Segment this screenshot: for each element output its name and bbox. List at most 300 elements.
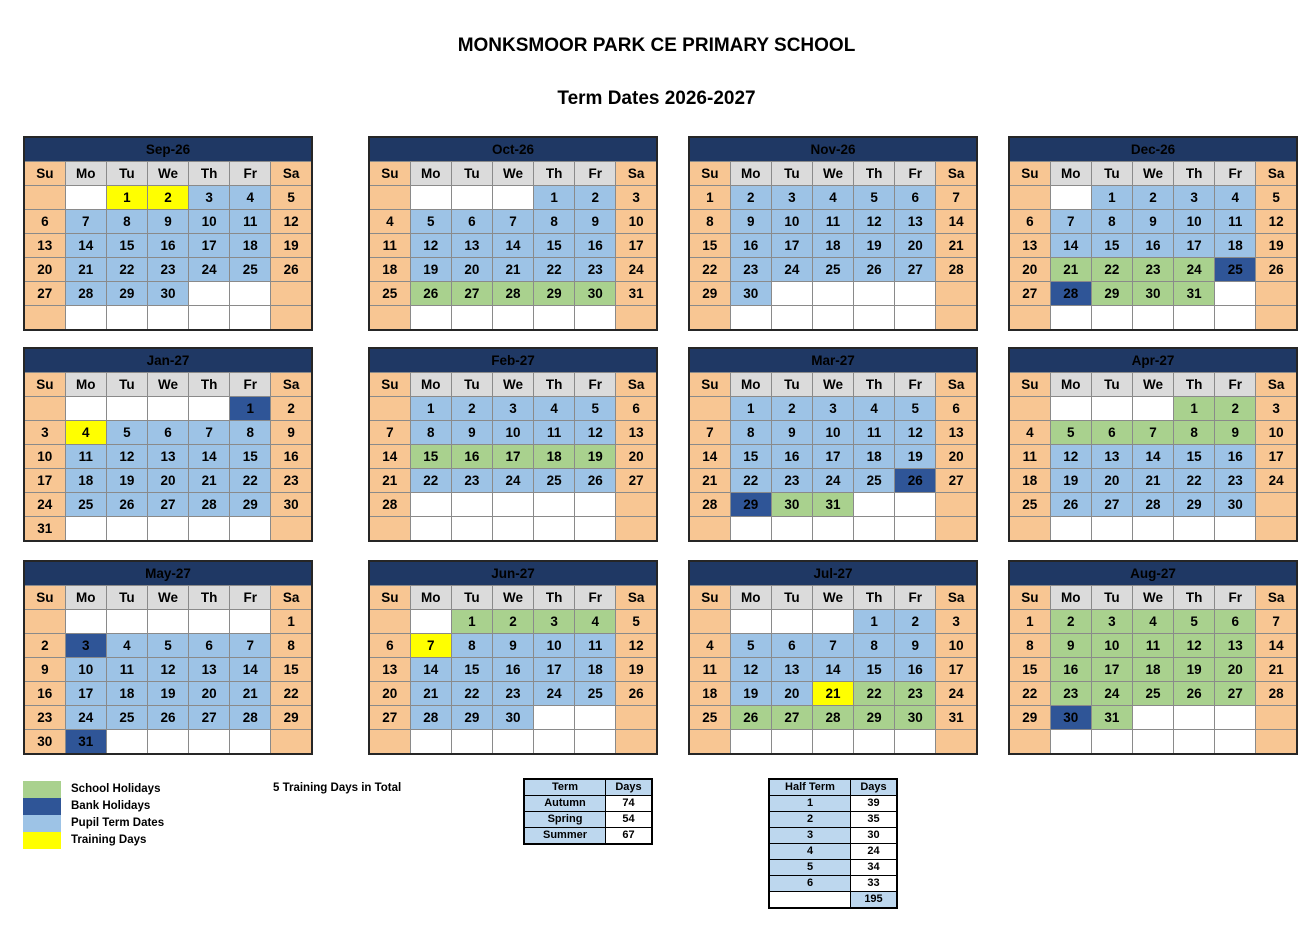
date-cell: 16 xyxy=(1132,234,1173,258)
week-row xyxy=(1009,469,1297,493)
date-cell xyxy=(1050,186,1091,210)
day-header-cell: Th xyxy=(189,162,230,186)
date-cell xyxy=(1132,517,1173,542)
term-days-table-header-cell: Days xyxy=(606,779,653,796)
school-name-title: MONKSMOOR PARK CE PRIMARY SCHOOL xyxy=(457,35,856,56)
date-cell: 13 xyxy=(771,658,812,682)
week-row xyxy=(689,682,977,706)
date-cell xyxy=(410,517,451,542)
date-cell: 26 xyxy=(410,282,451,306)
date-cell xyxy=(616,730,657,755)
term-days-table-header-row xyxy=(524,779,652,796)
date-cell: 30 xyxy=(24,730,65,755)
date-cell: 27 xyxy=(771,706,812,730)
half-term-days-table-cell: 5 xyxy=(769,860,851,876)
date-cell: 28 xyxy=(812,706,853,730)
date-cell: 10 xyxy=(616,210,657,234)
date-cell xyxy=(575,706,616,730)
date-cell: 14 xyxy=(689,445,730,469)
date-cell: 28 xyxy=(689,493,730,517)
date-cell: 7 xyxy=(1132,421,1173,445)
date-cell: 14 xyxy=(1256,634,1297,658)
date-cell xyxy=(147,517,188,542)
day-header-cell: We xyxy=(1132,162,1173,186)
date-cell: 1 xyxy=(1009,610,1050,634)
date-cell: 20 xyxy=(189,682,230,706)
week-row xyxy=(369,517,657,542)
date-cell xyxy=(895,517,936,542)
date-cell: 21 xyxy=(189,469,230,493)
half-term-days-table-cell: 24 xyxy=(851,844,898,860)
date-cell: 30 xyxy=(730,282,771,306)
week-row xyxy=(369,634,657,658)
day-header-cell: Th xyxy=(189,586,230,610)
date-cell: 22 xyxy=(534,258,575,282)
date-cell: 1 xyxy=(106,186,147,210)
term-dates-title: Term Dates 2026-2027 xyxy=(557,88,756,109)
week-row xyxy=(369,306,657,331)
day-header-cell: We xyxy=(812,586,853,610)
date-cell: 8 xyxy=(230,421,271,445)
date-cell: 26 xyxy=(616,682,657,706)
month-table xyxy=(688,136,978,331)
date-cell xyxy=(534,493,575,517)
date-cell: 19 xyxy=(410,258,451,282)
month-table xyxy=(1008,136,1298,331)
date-cell xyxy=(730,730,771,755)
date-cell: 4 xyxy=(854,397,895,421)
week-row xyxy=(24,469,312,493)
date-cell: 22 xyxy=(106,258,147,282)
date-cell: 13 xyxy=(24,234,65,258)
date-cell: 4 xyxy=(230,186,271,210)
date-cell xyxy=(1009,517,1050,542)
footer-section xyxy=(0,778,1313,934)
day-header-cell: Sa xyxy=(1256,373,1297,397)
month-title-row xyxy=(689,137,977,162)
date-cell: 2 xyxy=(895,610,936,634)
week-row xyxy=(689,610,977,634)
date-cell: 22 xyxy=(271,682,312,706)
date-cell xyxy=(271,306,312,331)
month-title-row xyxy=(24,137,312,162)
date-cell: 10 xyxy=(65,658,106,682)
date-cell: 21 xyxy=(410,682,451,706)
date-cell: 26 xyxy=(895,469,936,493)
date-cell xyxy=(147,306,188,331)
date-cell: 23 xyxy=(492,682,533,706)
week-row xyxy=(24,706,312,730)
date-cell xyxy=(410,493,451,517)
date-cell: 12 xyxy=(575,421,616,445)
date-cell: 14 xyxy=(410,658,451,682)
date-cell xyxy=(230,730,271,755)
day-header-cell: We xyxy=(147,373,188,397)
date-cell: 18 xyxy=(369,258,410,282)
date-cell: 3 xyxy=(1091,610,1132,634)
day-header-cell: Mo xyxy=(730,586,771,610)
date-cell: 14 xyxy=(369,445,410,469)
date-cell xyxy=(106,730,147,755)
date-cell xyxy=(147,610,188,634)
date-cell: 12 xyxy=(147,658,188,682)
date-cell: 2 xyxy=(492,610,533,634)
date-cell: 5 xyxy=(854,186,895,210)
day-header-cell: Fr xyxy=(230,586,271,610)
week-row xyxy=(689,397,977,421)
date-cell: 20 xyxy=(1009,258,1050,282)
date-cell: 18 xyxy=(1132,658,1173,682)
day-header-cell: Mo xyxy=(65,586,106,610)
date-cell: 20 xyxy=(147,469,188,493)
week-row xyxy=(1009,706,1297,730)
legend-item xyxy=(23,798,164,815)
month-table xyxy=(688,560,978,755)
date-cell: 11 xyxy=(1215,210,1256,234)
date-cell xyxy=(936,282,977,306)
week-row xyxy=(369,421,657,445)
week-row xyxy=(689,421,977,445)
day-header-cell: We xyxy=(1132,586,1173,610)
date-cell: 26 xyxy=(1256,258,1297,282)
date-cell: 13 xyxy=(895,210,936,234)
date-cell xyxy=(854,282,895,306)
date-cell xyxy=(230,282,271,306)
month-feb-27 xyxy=(368,347,658,542)
day-header-cell: We xyxy=(492,162,533,186)
date-cell: 30 xyxy=(271,493,312,517)
date-cell: 3 xyxy=(1174,186,1215,210)
date-cell: 19 xyxy=(1174,658,1215,682)
term-days-table-row xyxy=(524,812,652,828)
date-cell: 15 xyxy=(854,658,895,682)
date-cell: 26 xyxy=(106,493,147,517)
half-term-days-table-row xyxy=(769,812,897,828)
date-cell: 15 xyxy=(730,445,771,469)
day-header-cell: Su xyxy=(689,586,730,610)
month-title: Nov-26 xyxy=(689,137,977,162)
day-header-cell: Fr xyxy=(1215,162,1256,186)
date-cell: 8 xyxy=(1091,210,1132,234)
date-cell xyxy=(854,730,895,755)
date-cell: 16 xyxy=(24,682,65,706)
half-term-days-table-cell: 33 xyxy=(851,876,898,892)
month-aug-27 xyxy=(1008,560,1298,755)
date-cell xyxy=(271,282,312,306)
date-cell xyxy=(271,730,312,755)
date-cell: 3 xyxy=(24,421,65,445)
date-cell: 10 xyxy=(189,210,230,234)
date-cell: 6 xyxy=(451,210,492,234)
date-cell: 4 xyxy=(575,610,616,634)
date-cell: 18 xyxy=(230,234,271,258)
date-cell xyxy=(65,397,106,421)
day-header-cell: Tu xyxy=(771,162,812,186)
date-cell: 3 xyxy=(936,610,977,634)
date-cell xyxy=(1050,730,1091,755)
date-cell xyxy=(812,517,853,542)
date-cell: 4 xyxy=(812,186,853,210)
date-cell: 25 xyxy=(1215,258,1256,282)
date-cell: 9 xyxy=(492,634,533,658)
date-cell: 20 xyxy=(369,682,410,706)
day-header-row xyxy=(1009,162,1297,186)
date-cell: 13 xyxy=(616,421,657,445)
date-cell xyxy=(1132,706,1173,730)
month-title: Feb-27 xyxy=(369,348,657,373)
date-cell: 17 xyxy=(1174,234,1215,258)
date-cell: 16 xyxy=(575,234,616,258)
date-cell xyxy=(106,517,147,542)
date-cell: 31 xyxy=(65,730,106,755)
date-cell xyxy=(936,517,977,542)
date-cell xyxy=(492,493,533,517)
date-cell xyxy=(1009,306,1050,331)
date-cell: 16 xyxy=(271,445,312,469)
date-cell: 19 xyxy=(147,682,188,706)
day-header-cell: Mo xyxy=(410,373,451,397)
day-header-row xyxy=(1009,586,1297,610)
day-header-row xyxy=(689,162,977,186)
date-cell xyxy=(24,397,65,421)
day-header-cell: Su xyxy=(369,586,410,610)
date-cell: 9 xyxy=(1050,634,1091,658)
date-cell: 16 xyxy=(1050,658,1091,682)
date-cell: 23 xyxy=(730,258,771,282)
month-title-row xyxy=(689,561,977,586)
date-cell: 10 xyxy=(1256,421,1297,445)
date-cell: 2 xyxy=(1132,186,1173,210)
date-cell: 19 xyxy=(730,682,771,706)
month-title: Dec-26 xyxy=(1009,137,1297,162)
date-cell: 22 xyxy=(230,469,271,493)
date-cell: 8 xyxy=(451,634,492,658)
date-cell: 20 xyxy=(451,258,492,282)
date-cell xyxy=(771,282,812,306)
month-title-row xyxy=(24,348,312,373)
date-cell: 25 xyxy=(65,493,106,517)
training-days-note: 5 Training Days in Total xyxy=(273,782,402,794)
date-cell: 23 xyxy=(1050,682,1091,706)
date-cell: 14 xyxy=(936,210,977,234)
legend xyxy=(23,781,164,849)
date-cell: 8 xyxy=(410,421,451,445)
day-header-cell: Sa xyxy=(616,586,657,610)
date-cell: 24 xyxy=(936,682,977,706)
date-cell: 25 xyxy=(689,706,730,730)
day-header-cell: Tu xyxy=(771,586,812,610)
month-title: Jul-27 xyxy=(689,561,977,586)
month-jun-27 xyxy=(368,560,658,755)
date-cell: 25 xyxy=(575,682,616,706)
month-title: Oct-26 xyxy=(369,137,657,162)
term-days-table-cell: Summer xyxy=(524,828,606,845)
school-holiday-swatch xyxy=(23,781,61,798)
date-cell: 6 xyxy=(771,634,812,658)
date-cell: 17 xyxy=(1256,445,1297,469)
date-cell: 27 xyxy=(147,493,188,517)
date-cell: 15 xyxy=(271,658,312,682)
date-cell: 15 xyxy=(230,445,271,469)
date-cell: 17 xyxy=(65,682,106,706)
week-row xyxy=(369,397,657,421)
day-header-cell: Su xyxy=(689,373,730,397)
half-term-days-table-cell: 35 xyxy=(851,812,898,828)
day-header-row xyxy=(24,162,312,186)
day-header-cell: Sa xyxy=(271,586,312,610)
half-term-days-table-cell: 39 xyxy=(851,796,898,812)
date-cell: 6 xyxy=(1091,421,1132,445)
date-cell xyxy=(65,306,106,331)
month-oct-26 xyxy=(368,136,658,331)
date-cell: 1 xyxy=(689,186,730,210)
date-cell: 3 xyxy=(1256,397,1297,421)
week-row xyxy=(1009,610,1297,634)
month-title-row xyxy=(1009,561,1297,586)
date-cell xyxy=(1009,186,1050,210)
date-cell: 14 xyxy=(65,234,106,258)
week-row xyxy=(24,186,312,210)
day-header-cell: Su xyxy=(24,162,65,186)
date-cell: 13 xyxy=(1215,634,1256,658)
date-cell: 11 xyxy=(65,445,106,469)
week-row xyxy=(1009,186,1297,210)
half-term-days-table-cell xyxy=(769,892,851,909)
date-cell: 5 xyxy=(575,397,616,421)
date-cell: 28 xyxy=(369,493,410,517)
date-cell: 23 xyxy=(771,469,812,493)
date-cell: 5 xyxy=(616,610,657,634)
date-cell: 18 xyxy=(812,234,853,258)
date-cell xyxy=(1009,730,1050,755)
week-row xyxy=(1009,682,1297,706)
date-cell: 12 xyxy=(1174,634,1215,658)
date-cell: 27 xyxy=(24,282,65,306)
week-row xyxy=(1009,421,1297,445)
date-cell: 28 xyxy=(230,706,271,730)
date-cell xyxy=(812,306,853,331)
date-cell xyxy=(1050,397,1091,421)
date-cell: 9 xyxy=(451,421,492,445)
week-row xyxy=(24,210,312,234)
week-row xyxy=(369,658,657,682)
date-cell: 5 xyxy=(895,397,936,421)
week-row xyxy=(689,258,977,282)
date-cell: 12 xyxy=(730,658,771,682)
date-cell: 24 xyxy=(492,469,533,493)
date-cell: 6 xyxy=(1215,610,1256,634)
date-cell xyxy=(771,730,812,755)
week-row xyxy=(24,658,312,682)
date-cell xyxy=(147,397,188,421)
date-cell: 7 xyxy=(812,634,853,658)
date-cell: 13 xyxy=(1091,445,1132,469)
day-header-cell: Tu xyxy=(106,586,147,610)
week-row xyxy=(24,493,312,517)
date-cell: 26 xyxy=(147,706,188,730)
date-cell xyxy=(451,493,492,517)
date-cell: 7 xyxy=(936,186,977,210)
date-cell: 11 xyxy=(534,421,575,445)
date-cell: 7 xyxy=(65,210,106,234)
date-cell: 18 xyxy=(65,469,106,493)
date-cell: 24 xyxy=(616,258,657,282)
date-cell: 19 xyxy=(1050,469,1091,493)
date-cell xyxy=(854,493,895,517)
week-row xyxy=(24,730,312,755)
day-header-cell: We xyxy=(147,162,188,186)
day-header-cell: Fr xyxy=(895,586,936,610)
day-header-cell: Fr xyxy=(575,586,616,610)
date-cell: 19 xyxy=(575,445,616,469)
date-cell: 1 xyxy=(1174,397,1215,421)
date-cell xyxy=(1256,282,1297,306)
date-cell: 30 xyxy=(771,493,812,517)
date-cell xyxy=(575,306,616,331)
date-cell: 27 xyxy=(895,258,936,282)
term-days-table-cell: Autumn xyxy=(524,796,606,812)
month-mar-27 xyxy=(688,347,978,542)
date-cell: 4 xyxy=(689,634,730,658)
date-cell: 7 xyxy=(1256,610,1297,634)
date-cell xyxy=(1215,517,1256,542)
date-cell: 18 xyxy=(854,445,895,469)
date-cell xyxy=(936,493,977,517)
date-cell: 3 xyxy=(771,186,812,210)
date-cell xyxy=(1091,306,1132,331)
month-table xyxy=(23,347,313,542)
day-header-cell: Fr xyxy=(230,162,271,186)
date-cell: 29 xyxy=(271,706,312,730)
date-cell: 16 xyxy=(147,234,188,258)
legend-label: Pupil Term Dates xyxy=(71,817,165,829)
date-cell xyxy=(1256,517,1297,542)
half-term-days-table-cell: 6 xyxy=(769,876,851,892)
date-cell xyxy=(1256,306,1297,331)
date-cell xyxy=(1256,493,1297,517)
date-cell: 29 xyxy=(730,493,771,517)
month-table xyxy=(23,560,313,755)
date-cell: 6 xyxy=(369,634,410,658)
day-header-cell: Sa xyxy=(936,586,977,610)
term-days-table xyxy=(523,778,653,845)
date-cell: 4 xyxy=(1215,186,1256,210)
day-header-cell: Su xyxy=(24,586,65,610)
week-row xyxy=(369,706,657,730)
date-cell xyxy=(410,730,451,755)
week-row xyxy=(1009,517,1297,542)
day-header-cell: Fr xyxy=(895,373,936,397)
date-cell: 8 xyxy=(1009,634,1050,658)
day-header-cell: Fr xyxy=(1215,373,1256,397)
date-cell: 16 xyxy=(1215,445,1256,469)
date-cell: 27 xyxy=(369,706,410,730)
legend-item xyxy=(23,815,164,832)
date-cell: 30 xyxy=(1215,493,1256,517)
date-cell: 5 xyxy=(1050,421,1091,445)
date-cell: 19 xyxy=(895,445,936,469)
month-title-row xyxy=(369,348,657,373)
week-row xyxy=(24,282,312,306)
date-cell: 6 xyxy=(1009,210,1050,234)
month-sep-26 xyxy=(23,136,313,331)
day-header-row xyxy=(369,373,657,397)
date-cell: 28 xyxy=(410,706,451,730)
date-cell: 28 xyxy=(65,282,106,306)
day-header-cell: Th xyxy=(854,162,895,186)
week-row xyxy=(689,469,977,493)
date-cell: 25 xyxy=(1009,493,1050,517)
